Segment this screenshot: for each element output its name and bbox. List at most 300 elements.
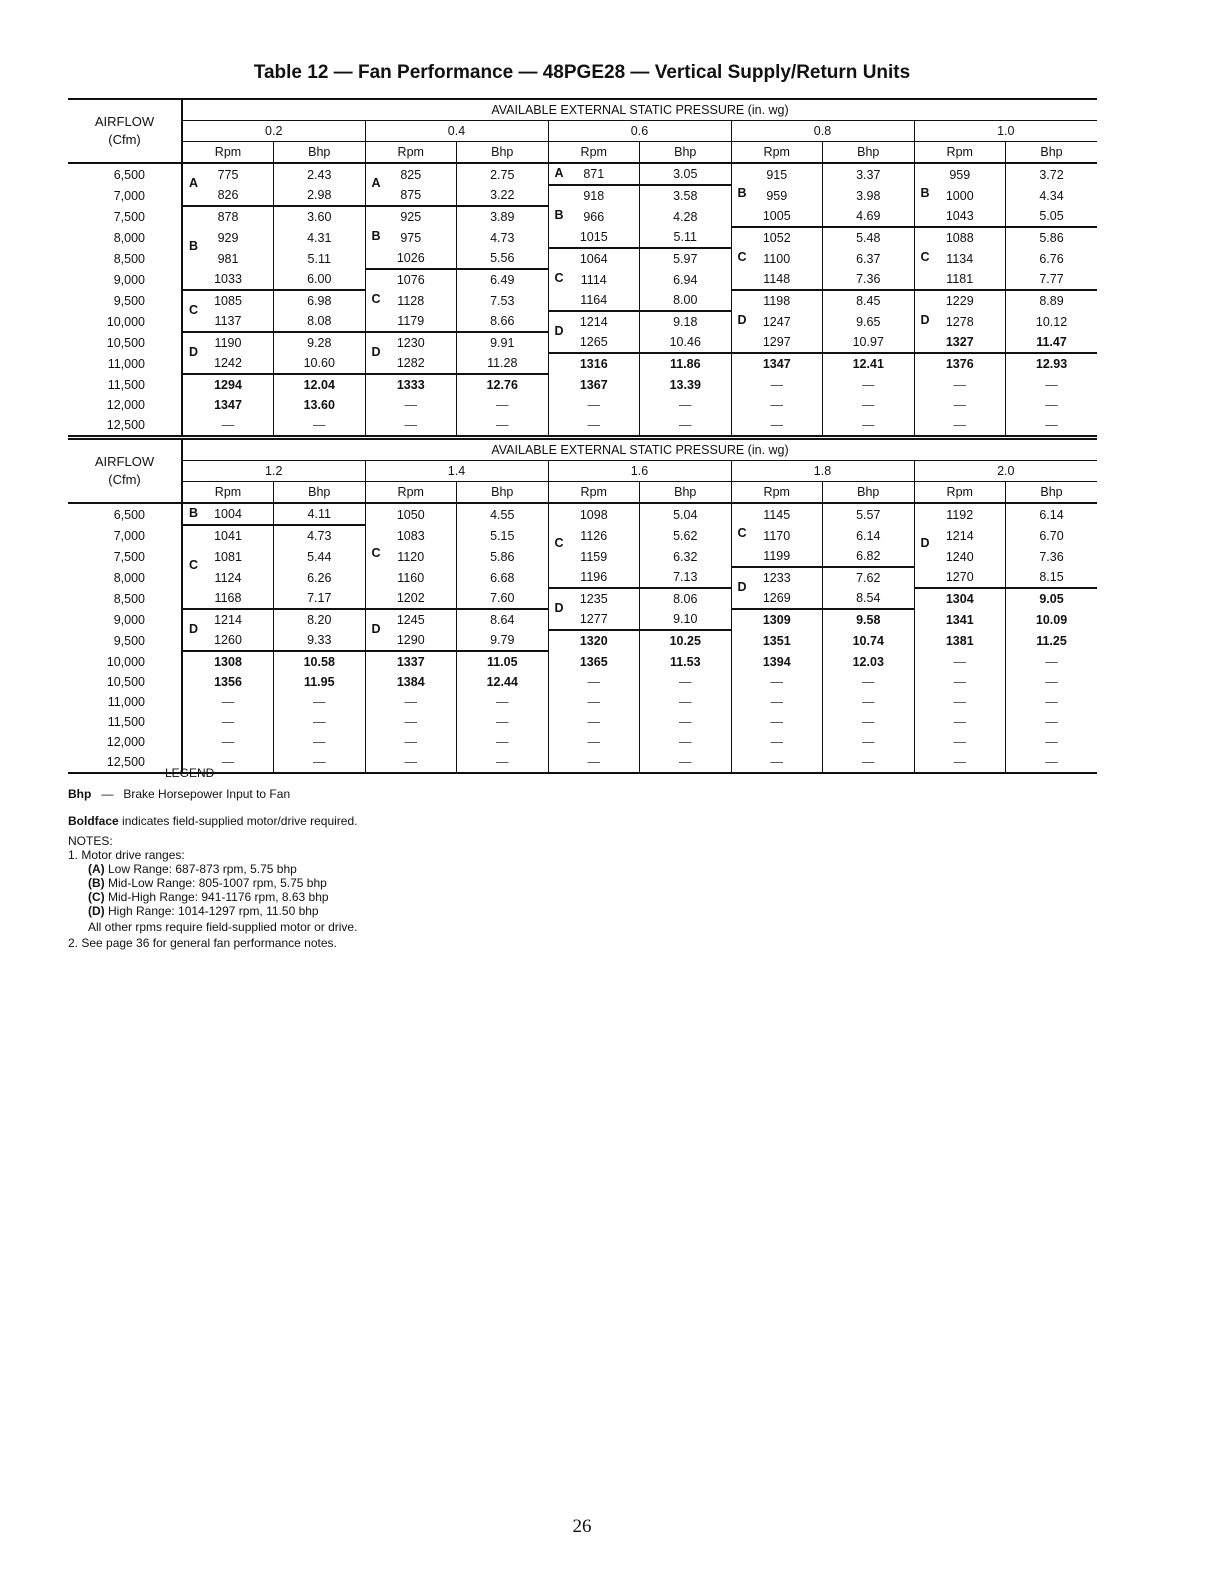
rpm-value: — [953,735,966,749]
rpm-value: 1240 [945,549,974,564]
rpm-value: 1320 [579,634,608,648]
bhp-value: 7.36 [1039,549,1064,564]
rpm-cell [548,415,640,436]
bhp-value: 6.14 [1039,507,1064,522]
bhp-value: 8.00 [673,293,698,307]
drive-range-letter: C [371,546,381,560]
rpm-value: 1269 [762,591,791,605]
drive-range-list [88,862,357,918]
bhp-cell [274,651,366,672]
bhp-cell [823,395,915,415]
header-row-pressure [68,439,1097,461]
bhp-value: — [313,735,326,749]
rpm-cell [365,712,457,732]
bhp-value: — [313,715,326,729]
rpm-cell [731,332,823,353]
note-2: 2. See page 36 for general fan performance notes. [68,936,337,950]
rpm-value: 1202 [396,591,425,605]
pressure-value: 1.8 [731,461,914,482]
bhp-cell [274,712,366,732]
rpm-header: Rpm [182,482,274,504]
rpm-value: 1192 [946,507,974,522]
airflow-value: 9,000 [113,272,145,287]
airflow-value: 10,500 [106,675,145,689]
bhp-cell [274,332,366,353]
rpm-cell [548,630,640,651]
rpm-value: 1114 [580,272,607,287]
rpm-cell [731,732,823,752]
bhp-cell [1006,588,1098,609]
bhp-value: 6.26 [307,570,332,585]
note-1: 1. Motor drive ranges: [68,848,185,862]
table-row [68,185,1097,206]
bhp-value: 3.58 [673,189,698,203]
rpm-cell [182,311,274,332]
airflow-value: 11,000 [107,356,145,371]
rpm-cell [914,630,1006,651]
bhp-cell [640,185,732,206]
bhp-cell [823,588,915,609]
drive-range-letter: D [737,313,747,327]
rpm-cell [365,415,457,436]
bhp-cell [640,672,732,692]
drive-range-note [88,862,357,876]
bhp-cell [1006,163,1098,185]
rpm-value: 1120 [397,549,425,564]
drive-range-letter: B [189,239,199,253]
pressure-header: AVAILABLE EXTERNAL STATIC PRESSURE (in. wg) [182,99,1097,121]
drive-range-text: High Range: 1014-1297 rpm, 11.50 bhp [104,904,319,918]
bhp-cell [274,395,366,415]
bhp-value: 9.28 [307,336,332,350]
rpm-value: 1277 [579,612,608,626]
bhp-value: 11.05 [486,655,518,669]
rpm-value: 1004 [214,507,242,521]
drive-range-letter: D [371,345,381,359]
rpm-cell [548,374,640,395]
bhp-value: 12.04 [303,378,335,392]
bhp-cell [1006,415,1098,436]
rpm-cell [731,609,823,630]
rpm-value: 1260 [214,633,242,647]
rpm-value: — [953,398,966,412]
rpm-value: — [587,675,600,689]
bhp-cell [823,332,915,353]
rpm-value: 871 [583,167,605,181]
bhp-cell [1006,503,1098,525]
bhp-cell [1006,546,1098,567]
rpm-value: — [953,695,966,709]
pressure-value: 2.0 [914,461,1097,482]
drive-range-code: (B) [88,876,105,890]
bhp-value: — [862,755,875,769]
rpm-value: 1341 [945,612,974,627]
bhp-value: 8.15 [1039,570,1064,584]
rpm-cell [731,311,823,332]
airflow-value: 7,000 [113,528,145,543]
bhp-value: — [862,695,875,709]
rpm-cell [365,353,457,374]
drive-range-letter: B [554,208,564,222]
bhp-cell [457,732,549,752]
legend-dash: — [101,787,114,801]
rpm-cell [548,609,640,630]
rpm-cell [731,206,823,227]
bhp-value: — [862,418,875,432]
rpm-cell [182,712,274,732]
bhp-cell [457,163,549,185]
bhp-value: 9.91 [490,336,515,350]
bhp-value: 12.41 [852,357,884,371]
bhp-value: 12.03 [852,654,884,669]
bhp-value: 5.62 [673,528,698,543]
rpm-value: 1242 [214,356,242,370]
rpm-cell [365,588,457,609]
bhp-header: Bhp [274,142,366,164]
drive-range-code: (C) [88,890,105,904]
rpm-cell [548,651,640,672]
rpm-value: 878 [217,210,239,224]
bhp-cell [1006,269,1098,290]
drive-range-letter: C [920,250,930,264]
rpm-value: 1170 [763,528,791,543]
rpm-cell [365,525,457,546]
rpm-value: 1376 [945,357,974,371]
bhp-value: — [496,695,509,709]
rpm-cell [548,546,640,567]
rpm-cell [365,630,457,651]
pressure-value: 0.2 [182,121,365,142]
rpm-value: — [404,695,417,709]
bhp-cell [457,374,549,395]
bhp-cell [274,609,366,630]
table-row [68,248,1097,269]
bhp-value: 10.25 [669,634,701,648]
rpm-value: 1233 [762,571,791,585]
table-row [68,415,1097,436]
bhp-cell [274,567,366,588]
rpm-cell [182,567,274,588]
bhp-value: 11.95 [303,675,335,689]
rpm-value: 918 [583,189,605,203]
rpm-value: 1347 [762,357,791,371]
rpm-value: 1088 [945,231,974,245]
drive-range-letter: D [920,536,930,550]
bhp-cell [457,588,549,609]
bhp-value: 5.15 [490,528,515,543]
bhp-cell [640,630,732,651]
airflow-label: AIRFLOW [94,114,155,129]
rpm-value: 1098 [579,507,608,522]
rpm-cell [548,692,640,712]
rpm-value: — [770,755,783,769]
bhp-cell [274,546,366,567]
table-row [68,332,1097,353]
bhp-cell [1006,311,1098,332]
bhp-value: — [496,715,509,729]
drive-range-letter: B [189,506,199,520]
bhp-cell [823,630,915,651]
bhp-cell [274,206,366,227]
bhp-cell [457,692,549,712]
rpm-cell [548,332,640,353]
bhp-cell [823,503,915,525]
bhp-value: 4.69 [856,209,881,223]
rpm-cell [731,692,823,712]
bhp-cell [1006,248,1098,269]
airflow-value: 8,000 [113,570,145,585]
drive-range-letter: C [554,271,564,285]
airflow-value: 9,500 [113,293,145,308]
rpm-cell [914,546,1006,567]
rpm-cell [731,567,823,594]
legend-block [68,766,357,950]
bhp-cell [823,651,915,672]
bhp-value: 4.31 [307,230,332,245]
rpm-value: — [221,418,235,432]
bhp-value: 9.58 [856,613,881,627]
rpm-cell [365,374,457,395]
drive-range-letter: D [737,580,747,594]
bhp-value: 11.53 [669,654,701,669]
rpm-value: 1128 [397,293,425,308]
bhp-cell [823,311,915,332]
airflow-value: 11,000 [107,695,145,709]
rpm-cell [548,732,640,752]
rpm-cell [182,185,274,206]
bhp-value: 7.17 [307,591,332,605]
bhp-value: 2.43 [307,167,332,182]
airflow-value: 12,000 [106,398,145,412]
rpm-cell [365,185,457,206]
bhp-value: 2.75 [490,167,515,182]
rpm-value: 1294 [214,378,242,392]
rpm-value: 1126 [580,528,608,543]
other-rpms-note: All other rpms require field-supplied motor or drive. [88,920,358,934]
airflow-value: 11,500 [107,715,145,729]
rpm-cell [365,546,457,567]
rpm-value: 1290 [396,633,425,647]
bhp-cell [823,672,915,692]
table-row [68,290,1097,311]
rpm-value: 1265 [579,335,608,349]
bhp-cell [640,651,732,672]
bhp-value: — [862,735,875,749]
bhp-value: 4.34 [1039,188,1064,203]
rpm-cell [731,630,823,651]
rpm-cell [182,395,274,415]
bhp-value: 4.11 [307,507,331,521]
rpm-cell [914,609,1006,630]
rpm-value: 1308 [214,655,242,669]
rpm-cell [548,311,640,338]
pressure-value: 0.6 [548,121,731,142]
rpm-header: Rpm [548,482,640,504]
bhp-value: 8.89 [1039,294,1064,308]
drive-range-letter: B [920,186,930,200]
rpm-value: 1164 [580,293,608,307]
bhp-cell [640,567,732,588]
rpm-cell [731,546,823,567]
bhp-cell [457,525,549,546]
rpm-value: 929 [217,230,239,245]
bhp-cell [640,290,732,311]
legend-term: Bhp [68,787,92,801]
bhp-header: Bhp [457,482,549,504]
bhp-value: 7.53 [490,293,515,308]
bhp-cell [274,692,366,712]
rpm-cell [365,752,457,773]
bhp-value: — [862,715,875,729]
drive-range-letter: C [737,526,747,540]
rpm-cell [548,588,640,615]
rpm-value: — [770,398,783,412]
rpm-cell [182,269,274,290]
drive-range-letter: B [737,186,747,200]
rpm-header: Rpm [182,142,274,164]
rpm-cell [365,332,457,359]
table-row [68,732,1097,752]
rpm-value: — [587,398,600,412]
drive-range-letter: C [554,536,564,550]
bhp-value: 3.98 [856,188,881,203]
bhp-value: — [679,398,692,412]
bhp-cell [274,185,366,206]
rpm-cell [182,630,274,651]
bhp-cell [1006,227,1098,248]
bhp-value: 4.28 [673,209,698,224]
bhp-value: 7.13 [673,570,698,584]
rpm-cell [182,332,274,359]
bhp-cell [457,651,549,672]
rpm-value: 1159 [580,549,608,564]
bhp-header: Bhp [640,142,732,164]
drive-range-letter: D [189,345,199,359]
table-row [68,311,1097,332]
bhp-value: — [1045,398,1058,412]
bhp-cell [274,227,366,248]
table-row [68,567,1097,588]
table-row [68,227,1097,248]
rpm-value: — [221,695,235,709]
rpm-value: 1076 [396,273,425,287]
rpm-value: 1365 [579,654,608,669]
bhp-value: — [679,695,692,709]
rpm-cell [182,163,274,190]
rpm-header: Rpm [731,142,823,164]
rpm-value: 1179 [397,314,425,328]
rpm-cell [365,567,457,588]
rpm-value: 1181 [946,272,974,286]
rpm-cell [914,588,1006,609]
bhp-cell [274,672,366,692]
rpm-cell [731,395,823,415]
bhp-value: 6.00 [307,272,332,286]
rpm-cell [365,227,457,248]
bhp-cell [1006,651,1098,672]
drive-range-letter: B [371,229,381,243]
bhp-value: — [1045,675,1058,689]
bhp-cell [823,185,915,206]
bhp-cell [823,692,915,712]
bhp-value: 5.48 [856,231,881,245]
bhp-value: 11.28 [487,356,518,370]
bhp-cell [274,732,366,752]
bhp-cell [274,503,366,525]
bhp-value: 10.58 [303,655,335,669]
bhp-cell [457,353,549,374]
bhp-value: — [1045,735,1058,749]
bhp-value: 8.08 [307,314,332,328]
table-row [68,503,1097,525]
table-row [68,206,1097,227]
rpm-value: 775 [217,167,239,182]
rpm-value: 1309 [762,613,791,627]
legend-heading: LEGEND [165,766,215,780]
rpm-value: 1190 [214,336,242,350]
bhp-value: — [862,398,875,412]
bhp-value: 3.05 [673,167,698,181]
header-row-units [68,142,1097,164]
table-row [68,395,1097,415]
bhp-cell [274,588,366,609]
rpm-cell [548,752,640,773]
bhp-cell [274,415,366,436]
bhp-cell [457,415,549,436]
pressure-value: 1.2 [182,461,365,482]
table-row [68,374,1097,395]
rpm-cell [182,692,274,712]
bhp-value: 8.66 [490,314,515,328]
rpm-value: — [953,675,966,689]
bhp-cell [1006,332,1098,353]
rpm-value: 1081 [214,549,242,564]
rpm-cell [365,692,457,712]
bhp-cell [1006,525,1098,546]
bhp-cell [823,415,915,436]
bhp-value: 3.22 [490,188,515,202]
rpm-value: 1033 [214,272,242,286]
bhp-cell [1006,353,1098,374]
table-row [68,651,1097,672]
table-row [68,588,1097,609]
rpm-value: 1214 [214,613,242,627]
rpm-value: 966 [583,209,605,224]
rpm-value: 1052 [762,231,791,245]
table-title: Table 12 — Fan Performance — 48PGE28 — Vertical Supply/Return Units [253,62,911,83]
rpm-value: — [587,695,600,709]
bhp-cell [457,290,549,311]
drive-range-code: (A) [88,862,105,876]
bhp-cell [457,609,549,630]
airflow-header [68,99,182,163]
rpm-cell [365,651,457,672]
airflow-value: 6,500 [113,507,145,522]
bhp-cell [457,567,549,588]
rpm-cell [731,752,823,773]
bhp-value: — [679,735,692,749]
bhp-value: — [862,377,875,392]
rpm-value: 1137 [214,314,242,328]
rpm-value: 1356 [214,675,242,689]
drive-range-letter: D [920,313,930,327]
table-row [68,353,1097,374]
bhp-cell [274,290,366,311]
rpm-value: — [587,715,600,729]
rpm-value: 1270 [945,570,974,584]
bhp-cell [274,630,366,651]
bhp-value: 5.56 [490,251,515,265]
